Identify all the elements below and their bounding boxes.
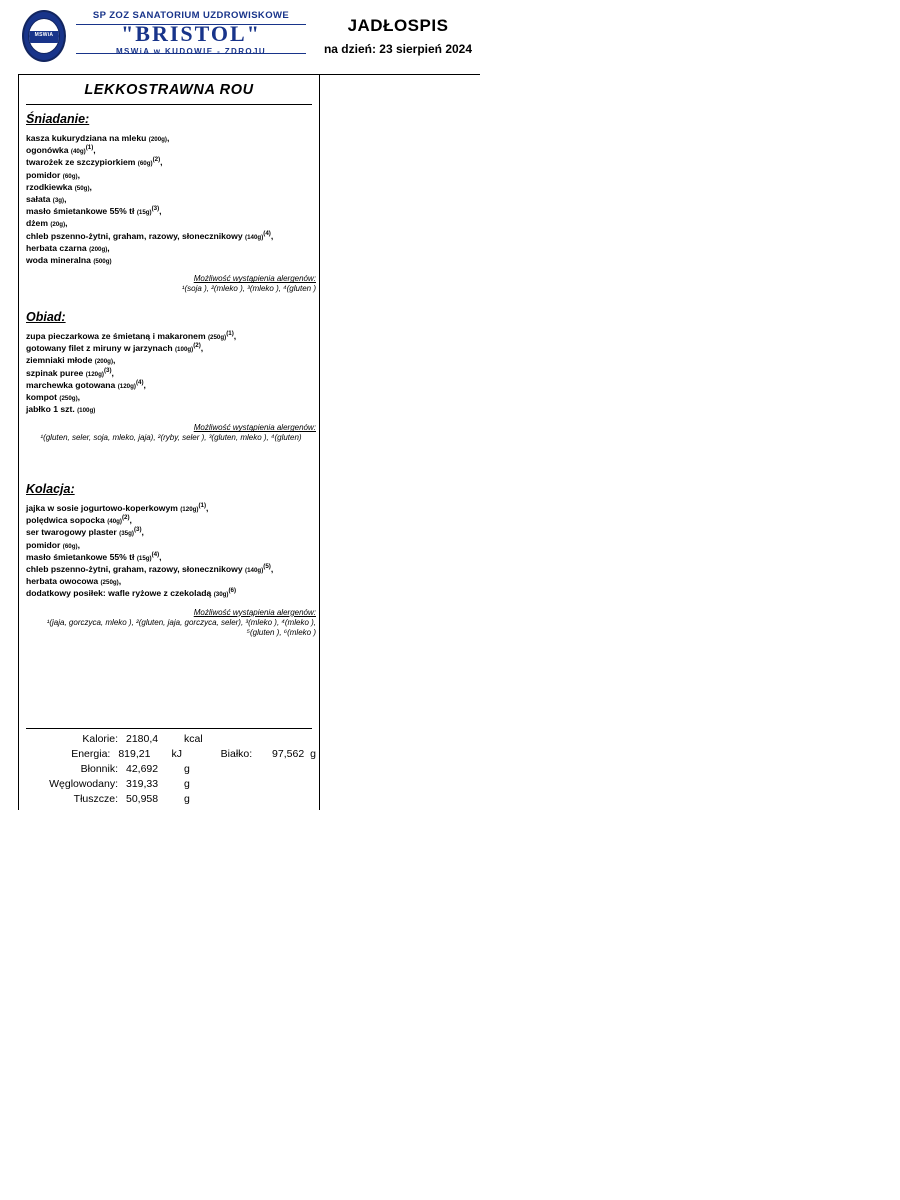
list-item	[26, 355, 316, 367]
item-gram: (250g)	[100, 579, 119, 587]
item-gram: (15g)	[136, 209, 152, 217]
item-gram: (30g)	[213, 591, 229, 599]
meal-items-list	[26, 331, 316, 416]
sanatorium-logo	[18, 10, 72, 62]
protein-label: Białko:	[220, 748, 253, 760]
list-item	[26, 392, 316, 404]
item-text: chleb pszenno-żytni, graham, razowy, słonecznikowy	[26, 564, 246, 575]
allergen-text: ¹(gluten, seler, soja, mleko, jaja), ²(ryby, seler ), ³(gluten, mleko ), ⁴(gluten)	[40, 433, 302, 443]
item-gram: (15g)	[136, 554, 152, 562]
item-gram: (250g)	[207, 334, 227, 341]
item-gram: (200g)	[94, 358, 114, 366]
nutrition-unit: kJ	[171, 748, 182, 760]
list-item	[26, 564, 316, 576]
item-text: jajka w sosie jogurtowo-koperkowym	[26, 503, 181, 513]
item-tail: ,	[77, 392, 81, 403]
item-gram: (3g)	[52, 197, 65, 205]
list-item	[26, 170, 316, 182]
list-item	[26, 515, 316, 527]
allergen-text: ¹(soja ), ²(mleko ), ³(mleko ), ⁴(gluten )	[181, 284, 316, 294]
list-item	[26, 157, 316, 169]
item-gram: (40g)	[107, 518, 122, 526]
nutrition-unit: g	[184, 763, 190, 775]
item-text: sałata	[26, 194, 53, 205]
list-item	[26, 540, 316, 552]
item-text: ogonówka	[26, 145, 71, 156]
table-row	[26, 733, 316, 748]
item-text: herbata czarna	[26, 242, 90, 253]
item-text: masło śmietankowe 55% tł	[26, 206, 137, 217]
item-text: pomidor	[26, 169, 63, 180]
item-gram: (100g)	[175, 346, 194, 354]
item-text: woda mineralna	[26, 255, 94, 266]
item-tail: ,	[77, 169, 80, 180]
item-sup: (3)	[133, 526, 142, 534]
table-row	[26, 748, 316, 763]
list-item	[26, 206, 316, 218]
brand-line-2: "BRISTOL"	[121, 21, 261, 46]
nutrition-divider	[26, 728, 312, 729]
meal-items-list	[26, 503, 316, 601]
item-gram: (120g)	[117, 382, 136, 390]
list-item	[26, 576, 316, 588]
item-gram: (500g)	[93, 258, 112, 266]
content-top-rule	[18, 74, 480, 75]
item-tail: ,	[233, 331, 237, 341]
item-gram: (120g)	[180, 506, 199, 513]
item-text: twarożek ze szczypiorkiem	[26, 157, 138, 168]
protein-unit: g	[310, 748, 317, 760]
allergen-header: Możliwość wystąpienia alergenów:	[193, 423, 316, 433]
meal-title: Śniadanie:	[26, 112, 90, 126]
item-tail: ,	[141, 527, 144, 538]
nutrition-label: Węglowodany:	[49, 778, 118, 790]
item-gram: (200g)	[89, 245, 108, 253]
item-sup: (3)	[151, 205, 160, 213]
item-tail: ,	[107, 242, 110, 253]
item-gram: (120g)	[85, 370, 104, 378]
item-sup: (4)	[151, 550, 160, 558]
item-text: pomidor	[26, 539, 63, 550]
item-gram: (60g)	[62, 172, 78, 180]
item-tail: ,	[89, 181, 92, 192]
logo-inner-icon	[28, 18, 60, 54]
brand-block	[76, 10, 306, 57]
list-item	[26, 255, 316, 267]
allergen-header: Możliwość wystąpienia alergenów:	[193, 607, 316, 617]
item-sup: (3)	[103, 366, 112, 374]
item-sup: (1)	[198, 502, 207, 510]
nutrition-value: 819,21	[118, 748, 151, 760]
item-sup: (4)	[263, 229, 271, 237]
list-item	[26, 527, 316, 539]
item-tail: ,	[64, 194, 67, 205]
list-item	[26, 331, 316, 343]
logo-label: MSWiA	[34, 32, 54, 38]
list-item	[26, 145, 316, 157]
item-text: szpinak puree	[26, 367, 86, 378]
item-gram: (140g)	[245, 567, 264, 575]
item-tail: ,	[270, 230, 274, 241]
meal-title: Obiad:	[26, 310, 66, 324]
item-tail: ,	[167, 133, 170, 143]
item-sup: (1)	[226, 330, 234, 338]
table-row	[26, 793, 316, 808]
table-row	[26, 763, 316, 778]
protein-value: 97,562	[272, 748, 305, 760]
content-middle-rule	[319, 74, 320, 810]
list-item	[26, 194, 316, 206]
item-sup: (5)	[263, 563, 271, 571]
item-gram: (200g)	[148, 136, 167, 143]
item-tail: ,	[77, 539, 80, 550]
allergen-header: Możliwość wystąpienia alergenów:	[193, 274, 316, 284]
content-left-rule	[18, 74, 19, 810]
item-gram: (20g)	[50, 221, 66, 229]
item-tail: ,	[159, 206, 162, 217]
document-date: na dzień: 23 sierpień 2024	[323, 42, 473, 56]
item-text: chleb pszenno-żytni, graham, razowy, słonecznikowy	[26, 230, 246, 241]
item-tail: ,	[65, 218, 68, 229]
item-text: kasza kukurydziana na mleku	[26, 133, 149, 143]
nutrition-value: 50,958	[126, 793, 159, 805]
nutrition-label: Błonnik:	[80, 763, 118, 775]
item-sup: (2)	[193, 342, 201, 350]
meal-block-lunch	[26, 310, 316, 444]
list-item	[26, 588, 316, 600]
item-text: kompot	[26, 392, 60, 403]
list-item	[26, 218, 316, 230]
nutrition-unit: g	[184, 778, 190, 790]
item-tail: ,	[160, 157, 163, 168]
list-item	[26, 243, 316, 255]
nutrition-value: 42,692	[126, 763, 159, 775]
item-text: herbata owocowa	[26, 576, 101, 587]
meal-title: Kolacja:	[26, 482, 75, 496]
item-text: zupa pieczarkowa ze śmietaną i makaronem	[26, 331, 208, 341]
list-item	[26, 404, 316, 416]
list-item	[26, 231, 316, 243]
nutrition-value: 319,33	[126, 778, 159, 790]
item-tail: ,	[143, 379, 146, 390]
item-text: masło śmietankowe 55% tł	[26, 551, 137, 562]
item-sup: (2)	[152, 156, 161, 164]
item-tail: ,	[200, 343, 204, 354]
item-sup: (2)	[121, 514, 130, 522]
diet-divider	[26, 104, 312, 105]
item-gram: (50g)	[74, 184, 90, 192]
item-sup: (1)	[85, 144, 94, 152]
list-item	[26, 133, 316, 145]
item-text: ser twarogowy plaster	[26, 527, 120, 538]
nutrition-value: 2180,4	[126, 733, 159, 745]
item-gram: (140g)	[245, 233, 264, 241]
page-title: JADŁOSPIS	[347, 16, 449, 35]
list-item	[26, 182, 316, 194]
allergen-text: ¹(jaja, gorczyca, mleko ), ²(gluten, jaja, gorczyca, seler), ³(mleko ), ⁴(mleko ), ⁵(gluten ), ⁶(mleko )	[46, 617, 316, 638]
list-item	[26, 380, 316, 392]
list-item	[26, 552, 316, 564]
list-item	[26, 368, 316, 380]
item-tail: ,	[113, 355, 116, 366]
item-sup: (4)	[135, 378, 144, 386]
item-text: marchewka gotowana	[26, 379, 118, 390]
item-text: jabłko 1 szt.	[26, 404, 78, 415]
item-text: dodatkowy posiłek: wafle ryżowe z czekoladą	[26, 588, 214, 599]
item-tail: ,	[270, 564, 274, 575]
item-text: gotowany filet z miruny w jarzynach	[26, 343, 175, 354]
item-tail: ,	[159, 551, 162, 562]
meal-block-breakfast	[26, 112, 316, 295]
list-item	[26, 343, 316, 355]
item-gram: (250g)	[59, 395, 78, 403]
nutrition-label: Energia:	[71, 748, 111, 760]
item-tail: ,	[129, 515, 132, 526]
item-tail: ,	[206, 503, 209, 513]
meal-items-list	[26, 133, 316, 267]
nutrition-unit: g	[184, 793, 190, 805]
item-sup: (6)	[228, 587, 237, 595]
nutrition-unit: kcal	[184, 733, 203, 745]
brand-line-1: SP ZOZ SANATORIUM UZDROWISKOWE	[92, 10, 290, 21]
diet-name: LEKKOSTRAWNA ROU	[84, 82, 254, 98]
meal-block-dinner	[26, 482, 316, 639]
item-gram: (60g)	[137, 160, 153, 168]
item-text: ziemniaki młode	[26, 355, 95, 366]
item-gram: (60g)	[62, 542, 78, 550]
nutrition-label: Kalorie:	[82, 733, 118, 745]
item-tail: ,	[111, 367, 114, 378]
table-row	[26, 778, 316, 793]
item-tail: ,	[93, 145, 96, 156]
item-gram: (40g)	[70, 148, 86, 156]
item-text: dżem	[26, 218, 51, 229]
list-item	[26, 503, 316, 515]
document-header	[18, 8, 473, 68]
item-gram: (100g)	[77, 407, 96, 415]
item-gram: (35g)	[119, 530, 134, 538]
item-text: rzodkiewka	[26, 181, 75, 192]
nutrition-label: Tłuszcze:	[73, 793, 118, 805]
brand-line-3: MSWiA w KUDOWIE - ZDROJU	[115, 47, 267, 56]
item-text: polędwica sopocka	[26, 515, 108, 526]
nutrition-summary	[26, 733, 316, 808]
item-tail: ,	[118, 576, 122, 587]
